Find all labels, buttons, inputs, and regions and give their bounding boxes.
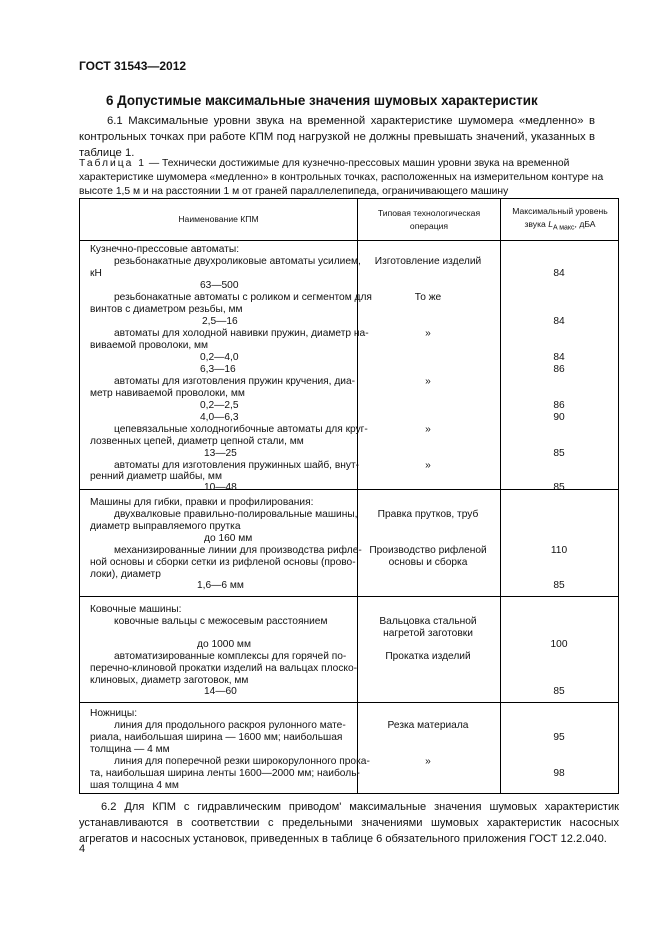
cell-range: 2,5—16 — [202, 316, 238, 327]
noise-table — [79, 198, 619, 794]
cell-operation: Изготовление изделий — [374, 256, 482, 267]
cell-name: линия для поперечной резки широкорулонного прока- — [114, 756, 370, 767]
caption-label: Таблица 1 — [79, 158, 146, 169]
document-header: ГОСТ 31543—2012 — [79, 59, 187, 73]
cell-value: 85 — [553, 580, 565, 591]
group-title: Ковочные машины: — [90, 604, 182, 615]
table-caption — [79, 157, 619, 199]
cell-operation: Вальцовка стальной — [379, 616, 477, 627]
cell-name: резьбонакатные двухроликовые автоматы усилием, — [114, 256, 361, 267]
cell-range: 14—60 — [204, 686, 237, 697]
page-number: 4 — [79, 843, 86, 855]
cell-operation: Правка прутков, труб — [377, 509, 479, 520]
cell-operation: основы и сборка — [388, 557, 468, 568]
cell-range: 0,2—4,0 — [200, 352, 239, 363]
cell-name: виваемой проволоки, мм — [90, 340, 209, 351]
header-operation: Типовая технологическая операция — [377, 207, 481, 231]
cell-name: метр навиваемой проволоки, мм — [90, 388, 245, 399]
cell-name: кН — [90, 268, 102, 279]
cell-name: риала, наибольшая ширина — 1600 мм; наибольшая — [90, 732, 343, 743]
cell-range: 13—25 — [204, 448, 237, 459]
cell-name: автоматизированные комплексы для горячей по- — [114, 651, 347, 662]
cell-range: 4,0—6,3 — [200, 412, 239, 423]
cell-operation: Производство рифленой — [369, 545, 487, 556]
column-divider-1 — [357, 199, 358, 793]
cell-operation: » — [425, 756, 431, 767]
cell-value: 84 — [553, 268, 565, 279]
cell-value: 86 — [553, 400, 565, 411]
cell-name: резьбонакатные автоматы с роликом и сегментом для — [114, 292, 372, 303]
cell-name: шая толщина 4 мм — [90, 780, 179, 791]
group-divider-2 — [80, 596, 618, 597]
group-divider-3 — [80, 702, 618, 703]
cell-name: та, наибольшая ширина ленты 1600—2000 мм; наиболь- — [90, 768, 360, 779]
cell-value: 85 — [553, 482, 565, 493]
group-title: Кузнечно-прессовые автоматы: — [90, 244, 240, 255]
cell-operation: нагретой заготовки — [383, 628, 473, 639]
cell-name: линия для продольного раскроя рулонного мате- — [114, 720, 346, 731]
cell-range: 10—48 — [204, 482, 237, 493]
cell-name: толщина — 4 мм — [90, 744, 170, 755]
cell-operation: » — [425, 328, 431, 339]
cell-operation: » — [425, 376, 431, 387]
cell-name: двухвалковые правильно-полировальные машины, — [114, 509, 358, 520]
header-name: Наименование КПМ — [178, 214, 259, 224]
header-max-level: Максимальный уровень звука $L_{A макс}$, дБА — [512, 205, 608, 232]
cell-name: перечно-клиновой прокатки изделий на вальцах плоско- — [90, 663, 358, 674]
column-divider-2 — [500, 199, 501, 793]
section-title: 6 Допустимые максимальные значения шумовых характеристик — [106, 93, 538, 108]
cell-value: 86 — [553, 364, 565, 375]
caption-text: — Технически достижимые для кузнечно-прессовых машин уровни звука на временной характеристике шумомера «медленно» в контрольных точках, расположенных на измерительном контуре на высоте 1,5 м и на расстоянии 1 м от граней параллелепипеда, ограничивающего машину — [79, 158, 604, 197]
cell-range: до 160 мм — [204, 533, 253, 544]
cell-value: 110 — [550, 545, 568, 556]
cell-name: лозвенных цепей, диаметр цепной стали, мм — [90, 436, 304, 447]
cell-value: 84 — [553, 352, 565, 363]
cell-range: 63—500 — [200, 280, 239, 291]
cell-range: 1,6—6 мм — [197, 580, 244, 591]
cell-value: 84 — [553, 316, 565, 327]
cell-name: цепевязальные холодногибочные автоматы для круг- — [114, 424, 368, 435]
cell-value: 95 — [553, 732, 565, 743]
cell-operation: » — [425, 424, 431, 435]
cell-value: 90 — [553, 412, 565, 423]
cell-name: ренний диаметр шайбы, мм — [90, 471, 222, 482]
cell-value: 98 — [553, 768, 565, 779]
cell-range: до 1000 мм — [197, 639, 251, 650]
group-title: Машины для гибки, правки и профилирования: — [90, 497, 314, 508]
cell-name: локи), диаметр — [90, 569, 161, 580]
cell-operation: Резка материала — [387, 720, 469, 731]
cell-name: ковочные вальцы с межосевым расстоянием — [114, 616, 328, 627]
cell-name: автоматы для изготовления пружин кручения, диа- — [114, 376, 356, 387]
cell-name: автоматы для холодной навивки пружин, диаметр на- — [114, 328, 369, 339]
cell-operation: Прокатка изделий — [385, 651, 471, 662]
cell-operation: » — [425, 460, 431, 471]
cell-range: 0,2—2,5 — [200, 400, 239, 411]
cell-name: клиновых, диаметр заготовок, мм — [90, 675, 249, 686]
cell-operation: То же — [414, 292, 442, 303]
cell-value: 100 — [550, 639, 568, 650]
paragraph-6-1: 6.1 Максимальные уровни звука на временной характеристике шумомера «медленно» в контрольных точках при работе КПМ под нагрузкой не должны превышать значений, указанных в таблице 1. — [79, 115, 595, 159]
cell-value: 85 — [553, 686, 565, 697]
cell-name: диаметр выправляемого прутка — [90, 521, 241, 532]
cell-name: механизированные линии для производства рифле- — [114, 545, 362, 556]
cell-name: автоматы для изготовления пружинных шайб, внут- — [114, 460, 360, 471]
cell-range: 6,3—16 — [200, 364, 236, 375]
group-title: Ножницы: — [90, 708, 138, 719]
cell-name: винтов с диаметром резьбы, мм — [90, 304, 243, 315]
paragraph-6-2: 6.2 Для КПМ с гидравлическим приводом' максимальные значения шумовых характеристик устанавливаются в соответствии с предельными значениями шумовых характеристик насосных агрегатов и насосных установок, приведенных в таблице 6 обязательного приложения ГОСТ 12.2.040. — [79, 801, 619, 845]
cell-value: 85 — [553, 448, 565, 459]
header-divider — [80, 240, 618, 241]
cell-name: ной основы и сборки сетки из рифленой основы (прово- — [90, 557, 356, 568]
